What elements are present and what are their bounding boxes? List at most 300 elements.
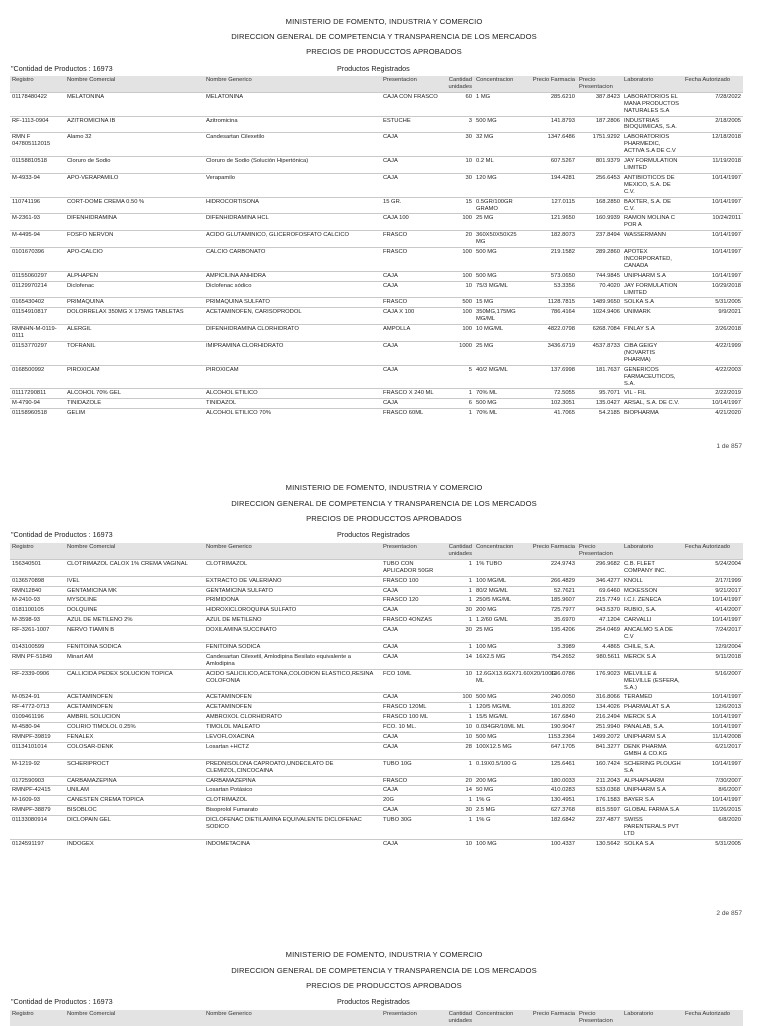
- table-cell: CAJA: [381, 806, 440, 816]
- table-cell: FRASCO 100 ML: [381, 713, 440, 723]
- table-cell: 7/24/2017: [683, 626, 743, 643]
- table-cell: 01117290811: [10, 389, 65, 399]
- table-row: [10, 281, 743, 298]
- ministry-title: MINISTERIO DE FOMENTO, INDUSTRIA Y COMERCIO: [285, 483, 483, 492]
- table-cell: CAJA: [381, 642, 440, 652]
- table-cell: FRASCO 60ML: [381, 409, 440, 418]
- table-cell: 1: [440, 596, 474, 606]
- ministry-title: MINISTERIO DE FOMENTO, INDUSTRIA Y COMERCIO: [285, 950, 483, 959]
- table-cell: GENTAMICINA MK: [65, 586, 204, 596]
- table-row: [10, 806, 743, 816]
- table-cell: 10/14/1997: [683, 399, 743, 409]
- table-cell: 01129970214: [10, 281, 65, 298]
- table-cell: 134.4026: [577, 703, 622, 713]
- table-cell: 0181100105: [10, 606, 65, 616]
- table-cell: 16X2.5 MG: [474, 652, 529, 669]
- table-row: [10, 342, 743, 366]
- table-cell: 350MG,175MG MG/ML: [474, 308, 529, 325]
- table-cell: 100: [440, 308, 474, 325]
- column-header: Laboratorio: [622, 1010, 683, 1026]
- table-cell: 176.1583: [577, 796, 622, 806]
- table-cell: RF-1113-0904: [10, 116, 65, 133]
- table-cell: 28: [440, 742, 474, 759]
- table-cell: COLOSAR-DENK: [65, 742, 204, 759]
- table-cell: 5: [440, 365, 474, 389]
- table-cell: 9/11/2018: [683, 652, 743, 669]
- table-cell: CIBA GEIGY (NOVARTIS PHARMA): [622, 342, 683, 366]
- table-cell: 9/9/2021: [683, 308, 743, 325]
- table-cell: 15/5 MG/ML: [474, 713, 529, 723]
- table-cell: M-4933-94: [10, 173, 65, 197]
- table-cell: LABORATORIOS EL MANA PRODUCTOS NATURALES S.A: [622, 92, 683, 116]
- table-cell: M-0524-91: [10, 693, 65, 703]
- table-row: [10, 248, 743, 272]
- table-cell: CLOTRIMAZOL: [204, 559, 381, 576]
- table-cell: CLOTRIMAZOL: [204, 796, 381, 806]
- table-cell: CAJA: [381, 133, 440, 157]
- table-cell: ACETAMINOFEN: [65, 703, 204, 713]
- table-cell: MERCK S.A: [622, 652, 683, 669]
- table-cell: 607.5267: [529, 157, 577, 174]
- table-cell: 160.9939: [577, 214, 622, 231]
- table-cell: 254.0469: [577, 626, 622, 643]
- column-header: Cantidad unidades: [440, 1010, 474, 1026]
- table-cell: Cloruro de Sodio: [65, 157, 204, 174]
- table-cell: M-4580-94: [10, 723, 65, 733]
- table-cell: 194.4281: [529, 173, 577, 197]
- table-cell: 120/5 MG/ML: [474, 703, 529, 713]
- table-cell: AZITROMICINA IB: [65, 116, 204, 133]
- column-header: Fecha Autorizado: [683, 76, 743, 92]
- table-cell: 1: [440, 616, 474, 626]
- table-cell: 3: [440, 116, 474, 133]
- table-cell: 72.5055: [529, 389, 577, 399]
- table-cell: ALCOHOL ETILICO 70%: [204, 409, 381, 418]
- table-cell: SCHERIPROCT: [65, 759, 204, 776]
- table-cell: 316.8066: [577, 693, 622, 703]
- column-header: Nombre Generico: [204, 1010, 381, 1026]
- table-cell: RF-4772-0713: [10, 703, 65, 713]
- table-row: [10, 214, 743, 231]
- table-row: [10, 92, 743, 116]
- table-cell: FRASCO: [381, 776, 440, 786]
- table-cell: 187.2806: [577, 116, 622, 133]
- table-cell: 15: [440, 197, 474, 214]
- table-cell: RMNPF-38879: [10, 806, 65, 816]
- table-cell: 296.9682: [577, 559, 622, 576]
- table-cell: 10: [440, 733, 474, 743]
- table-cell: CLOTRIMAZOL CALOX 1% CREMA VAGINAL: [65, 559, 204, 576]
- table-cell: COLIRIO TIMOLOL 0.25%: [65, 723, 204, 733]
- table-cell: 32 MG: [474, 133, 529, 157]
- table-cell: 70% ML: [474, 409, 529, 418]
- table-cell: 100: [440, 271, 474, 281]
- table-cell: CARBAMAZEPINA: [204, 776, 381, 786]
- table-cell: 110741196: [10, 197, 65, 214]
- table-cell: IVEL: [65, 576, 204, 586]
- table-cell: 1499.2072: [577, 733, 622, 743]
- table-row: [10, 839, 743, 848]
- table-cell: RMNPF-42415: [10, 786, 65, 796]
- table-cell: HIDROXICLOROQUINA SULFATO: [204, 606, 381, 616]
- table-cell: PIROXICAM: [65, 365, 204, 389]
- table-cell: CAJA: [381, 271, 440, 281]
- table-cell: CAJA CON FRASCO: [381, 92, 440, 116]
- table-cell: MELATONINA: [65, 92, 204, 116]
- ministry-title: MINISTERIO DE FOMENTO, INDUSTRIA Y COMERCIO: [285, 17, 483, 26]
- table-cell: AZUL DE METILENO 2%: [65, 616, 204, 626]
- table-cell: FRASCO X 240 ML: [381, 389, 440, 399]
- column-header: Precio Presentacion: [577, 1010, 622, 1026]
- table-cell: 30: [440, 133, 474, 157]
- column-header: Laboratorio: [622, 543, 683, 559]
- table-cell: 1: [440, 796, 474, 806]
- table-cell: AMBRIL SOLUCION: [65, 713, 204, 723]
- table-cell: UNILAM: [65, 786, 204, 796]
- table-cell: BIOPHARMA: [622, 409, 683, 418]
- table-cell: CAJA 100: [381, 214, 440, 231]
- table-cell: 01133080914: [10, 816, 65, 840]
- table-cell: FRASCO 4ONZAS: [381, 616, 440, 626]
- table-cell: 0165430402: [10, 298, 65, 308]
- table-cell: 10 MG/ML: [474, 325, 529, 342]
- table-row: [10, 325, 743, 342]
- table-cell: 75/3 MG/ML: [474, 281, 529, 298]
- column-header: Nombre Comercial: [65, 543, 204, 559]
- table-cell: 215.7749: [577, 596, 622, 606]
- table-cell: EXTRACTO DE VALERIANO: [204, 576, 381, 586]
- table-cell: 211.2043: [577, 776, 622, 786]
- column-header: Nombre Comercial: [65, 1010, 204, 1026]
- table-cell: 135.0427: [577, 399, 622, 409]
- table-cell: 101.8202: [529, 703, 577, 713]
- table-row: [10, 713, 743, 723]
- table-cell: 285.6210: [529, 92, 577, 116]
- table-cell: 3.3989: [529, 642, 577, 652]
- table-cell: 12/6/2013: [683, 703, 743, 713]
- table-cell: 40/2 MG/ML: [474, 365, 529, 389]
- table-cell: 100X12.5 MG: [474, 742, 529, 759]
- table-cell: 10/14/1997: [683, 723, 743, 733]
- table-cell: 4537.8733: [577, 342, 622, 366]
- table-cell: 1% TUBO: [474, 559, 529, 576]
- table-cell: 387.8423: [577, 92, 622, 116]
- table-cell: 0168500992: [10, 365, 65, 389]
- table-row: [10, 616, 743, 626]
- table-cell: CAJA: [381, 157, 440, 174]
- table-cell: 1024.9406: [577, 308, 622, 325]
- table-row: [10, 308, 743, 325]
- table-cell: 1: [440, 389, 474, 399]
- table-cell: 180.0033: [529, 776, 577, 786]
- table-cell: 4/14/2007: [683, 606, 743, 616]
- table-cell: 1: [440, 642, 474, 652]
- table-cell: 216.2494: [577, 713, 622, 723]
- table-cell: 01178480422: [10, 92, 65, 116]
- column-header: Fecha Autorizado: [683, 543, 743, 559]
- table-cell: INDUSTRIAS BIOQUIMICAS, S.A.: [622, 116, 683, 133]
- table-cell: 182.6842: [529, 816, 577, 840]
- table-cell: 100: [440, 248, 474, 272]
- table-cell: 500 MG: [474, 399, 529, 409]
- table-cell: 5/16/2007: [683, 669, 743, 693]
- table-row: [10, 652, 743, 669]
- table-row: [10, 642, 743, 652]
- table-cell: 70% ML: [474, 389, 529, 399]
- table-cell: 10/14/1997: [683, 248, 743, 272]
- table-cell: CAJA: [381, 399, 440, 409]
- table-cell: ALCOHOL ETILICO: [204, 389, 381, 399]
- table-cell: 1: [440, 409, 474, 418]
- direction-title: DIRECCION GENERAL DE COMPETENCIA Y TRANSPARENCIA DE LOS MERCADOS: [231, 32, 537, 41]
- table-cell: 1 MG: [474, 92, 529, 116]
- table-cell: 2.5 MG: [474, 806, 529, 816]
- table-cell: 100 MG: [474, 642, 529, 652]
- table-cell: 10/14/1997: [683, 596, 743, 606]
- table-cell: 0.2 ML: [474, 157, 529, 174]
- table-cell: 6/21/2017: [683, 742, 743, 759]
- table-cell: M-3598-93: [10, 616, 65, 626]
- table-cell: FENITOINA SODICA: [204, 642, 381, 652]
- column-header: Cantidad unidades: [440, 76, 474, 92]
- table-cell: 786.4164: [529, 308, 577, 325]
- table-cell: 251.9940: [577, 723, 622, 733]
- table-cell: CAJA: [381, 281, 440, 298]
- table-cell: 01154910817: [10, 308, 65, 325]
- table-cell: 95.7071: [577, 389, 622, 399]
- table-cell: 1: [440, 759, 474, 776]
- table-cell: 160.7424: [577, 759, 622, 776]
- table-cell: 70.4020: [577, 281, 622, 298]
- table-cell: 219.1582: [529, 248, 577, 272]
- table-cell: 35.6970: [529, 616, 577, 626]
- table-cell: 240.0050: [529, 693, 577, 703]
- table-cell: 25 MG: [474, 626, 529, 643]
- table-cell: 15 MG: [474, 298, 529, 308]
- table-cell: GELIM: [65, 409, 204, 418]
- table-cell: 1: [440, 576, 474, 586]
- table-cell: ACIDO SALICILICO,ACETONA,COLODION ELASTICO,RESINA COLOFONIA: [204, 669, 381, 693]
- table-cell: 10: [440, 281, 474, 298]
- table-cell: I.C.I. ZENECA: [622, 596, 683, 606]
- table-cell: 943.5370: [577, 606, 622, 616]
- table-cell: 815.5597: [577, 806, 622, 816]
- table-cell: 1: [440, 703, 474, 713]
- table-header: [10, 543, 743, 559]
- table-header: [10, 76, 743, 92]
- table-cell: 41.7065: [529, 409, 577, 418]
- product-count: "Contidad de Productos : 16973: [11, 997, 113, 1006]
- table-row: [10, 742, 743, 759]
- table-cell: 60: [440, 92, 474, 116]
- table-cell: CAJA: [381, 606, 440, 616]
- table-row: [10, 596, 743, 606]
- table-cell: ESTUCHE: [381, 116, 440, 133]
- table-cell: CAJA: [381, 652, 440, 669]
- table-cell: 10/29/2018: [683, 281, 743, 298]
- table-cell: 5/31/2005: [683, 839, 743, 848]
- table-cell: MERCK S.A: [622, 713, 683, 723]
- table-cell: RAMON MOLINA C POR A: [622, 214, 683, 231]
- table-cell: Azitromicina: [204, 116, 381, 133]
- table-cell: AZUL DE METILENO: [204, 616, 381, 626]
- table-cell: BISOBLOC: [65, 806, 204, 816]
- table-cell: ALCOHOL 70% GEL: [65, 389, 204, 399]
- table-row: [10, 271, 743, 281]
- table-row: [10, 703, 743, 713]
- table-cell: 182.8073: [529, 231, 577, 248]
- table-cell: 1: [440, 816, 474, 840]
- table-row: [10, 626, 743, 643]
- table-cell: 195.4206: [529, 626, 577, 643]
- table-cell: DENK PHARMA GMBH & CO.KG: [622, 742, 683, 759]
- table-cell: DIFENHIDRAMINA CLORHIDRATO: [204, 325, 381, 342]
- table-cell: 167.6840: [529, 713, 577, 723]
- table-cell: FRASCO 120ML: [381, 703, 440, 713]
- table-cell: 52.7621: [529, 586, 577, 596]
- table-row: [10, 173, 743, 197]
- table-cell: ACIDO GLUTAMINICO, GLICEROFOSFATO CALCICO: [204, 231, 381, 248]
- table-cell: 01134101014: [10, 742, 65, 759]
- table-cell: TUBO 10G: [381, 759, 440, 776]
- report-title: PRECIOS DE PRODUCCTOS APROBADOS: [306, 981, 462, 990]
- table-cell: 11/19/2018: [683, 157, 743, 174]
- table-cell: FRASCO 100: [381, 576, 440, 586]
- column-header: Nombre Generico: [204, 76, 381, 92]
- table-row: [10, 669, 743, 693]
- table-row: [10, 759, 743, 776]
- registered-label: Productos Registrados: [337, 64, 410, 73]
- table-cell: 10/14/1997: [683, 271, 743, 281]
- table-cell: SWISS PARENTERALS PVT LTD: [622, 816, 683, 840]
- table-row: [10, 231, 743, 248]
- table-cell: GENERICOS FARMACEUTICOS, S.A.: [622, 365, 683, 389]
- table-cell: 500 MG: [474, 271, 529, 281]
- table-body: [10, 92, 743, 418]
- table-cell: 100 MG/ML: [474, 576, 529, 586]
- table-cell: 1153.2364: [529, 733, 577, 743]
- table-cell: FRASCO: [381, 231, 440, 248]
- table-row: [10, 399, 743, 409]
- table-cell: DICLOFENAC DIETILAMINA EQUIVALENTE DICLOFENAC SODICO: [204, 816, 381, 840]
- table-cell: GLOBAL FARMA S.A: [622, 806, 683, 816]
- products-table: [10, 543, 743, 849]
- table-cell: ANTIBIOTICOS DE MEXICO, S.A. DE C.V.: [622, 173, 683, 197]
- table-row: [10, 733, 743, 743]
- table-cell: 12/9/2004: [683, 642, 743, 652]
- table-cell: 100: [440, 325, 474, 342]
- table-cell: PHARMALAT S.A: [622, 703, 683, 713]
- table-cell: 0136570898: [10, 576, 65, 586]
- table-cell: ACETAMINOFEN: [204, 693, 381, 703]
- table-header: [10, 1010, 743, 1026]
- page-number: 1 de 857: [716, 443, 742, 450]
- table-cell: PRIMAQUINA: [65, 298, 204, 308]
- table-cell: 130.5642: [577, 839, 622, 848]
- table-cell: SOLKA S.A: [622, 298, 683, 308]
- table-cell: FCO 10ML: [381, 669, 440, 693]
- table-cell: 0109461196: [10, 713, 65, 723]
- table-cell: 30: [440, 606, 474, 616]
- table-cell: MELVILLE & MELVILLE (ESFERA, S.A.): [622, 669, 683, 693]
- table-cell: TUBO CON APLICADOR 50GR: [381, 559, 440, 576]
- table-cell: 1751.9292: [577, 133, 622, 157]
- table-cell: FRASCO: [381, 298, 440, 308]
- table-cell: APO-CALCIO: [65, 248, 204, 272]
- table-cell: 200 MG: [474, 776, 529, 786]
- table-cell: 801.9379: [577, 157, 622, 174]
- table-cell: Verapamilo: [204, 173, 381, 197]
- column-header: Presentacion: [381, 1010, 440, 1026]
- table-cell: 127.0115: [529, 197, 577, 214]
- column-header: Precio Farmacia: [529, 76, 577, 92]
- table-cell: KNOLL: [622, 576, 683, 586]
- table-cell: Candesartan Cilexetil, Amlodipina Besilato equivalente a Amlodipina: [204, 652, 381, 669]
- table-cell: Diclofenac: [65, 281, 204, 298]
- table-cell: 360X50X50X25 MG: [474, 231, 529, 248]
- table-cell: 346.4277: [577, 576, 622, 586]
- column-header: Precio Presentacion: [577, 543, 622, 559]
- table-cell: 266.4829: [529, 576, 577, 586]
- table-cell: FOSFO NERVON: [65, 231, 204, 248]
- product-count: "Contidad de Productos : 16973: [11, 64, 113, 73]
- table-cell: 1489.9650: [577, 298, 622, 308]
- table-cell: MELATONINA: [204, 92, 381, 116]
- table-cell: 10: [440, 157, 474, 174]
- table-cell: TOFRANIL: [65, 342, 204, 366]
- table-cell: TERAMED: [622, 693, 683, 703]
- table-cell: 500 MG: [474, 116, 529, 133]
- table-cell: ARSAL, S.A. DE C.V.: [622, 399, 683, 409]
- table-cell: RF-2339-0906: [10, 669, 65, 693]
- table-cell: 1000: [440, 342, 474, 366]
- table-cell: JAY FORMULATION LIMITED: [622, 281, 683, 298]
- table-cell: FRASCO: [381, 248, 440, 272]
- table-cell: TINIDAZOL: [204, 399, 381, 409]
- table-cell: 4.4865: [577, 642, 622, 652]
- table-cell: 573.0650: [529, 271, 577, 281]
- table-row: [10, 816, 743, 840]
- registered-label: Productos Registrados: [337, 997, 410, 1006]
- table-cell: Minart AM: [65, 652, 204, 669]
- products-table: [10, 76, 743, 418]
- table-cell: 224.9743: [529, 559, 577, 576]
- table-row: [10, 559, 743, 576]
- table-cell: CAJA: [381, 786, 440, 796]
- table-cell: ACETAMINOFEN: [204, 703, 381, 713]
- table-cell: PRIMAQUINA SULFATO: [204, 298, 381, 308]
- table-cell: M-4495-94: [10, 231, 65, 248]
- table-cell: 6/8/2020: [683, 816, 743, 840]
- table-cell: 100: [440, 214, 474, 231]
- table-cell: 137.6998: [529, 365, 577, 389]
- table-row: [10, 693, 743, 703]
- column-header: Laboratorio: [622, 76, 683, 92]
- table-cell: 30: [440, 806, 474, 816]
- table-cell: C.B. FLEET COMPANY INC.: [622, 559, 683, 576]
- table-cell: AMPICILINA ANHIDRA: [204, 271, 381, 281]
- table-cell: 1: [440, 586, 474, 596]
- table-cell: AMPOLLA: [381, 325, 440, 342]
- table-cell: UNIPHARM S.A: [622, 786, 683, 796]
- table-cell: BAXTER, S.A. DE C.V.: [622, 197, 683, 214]
- table-cell: CANESTEN CREMA TOPICA: [65, 796, 204, 806]
- table-cell: 647.1705: [529, 742, 577, 759]
- table-cell: 1% G: [474, 796, 529, 806]
- table-cell: IMIPRAMINA CLORHIDRATO: [204, 342, 381, 366]
- table-cell: 289.2860: [577, 248, 622, 272]
- column-header: Precio Farmacia: [529, 543, 577, 559]
